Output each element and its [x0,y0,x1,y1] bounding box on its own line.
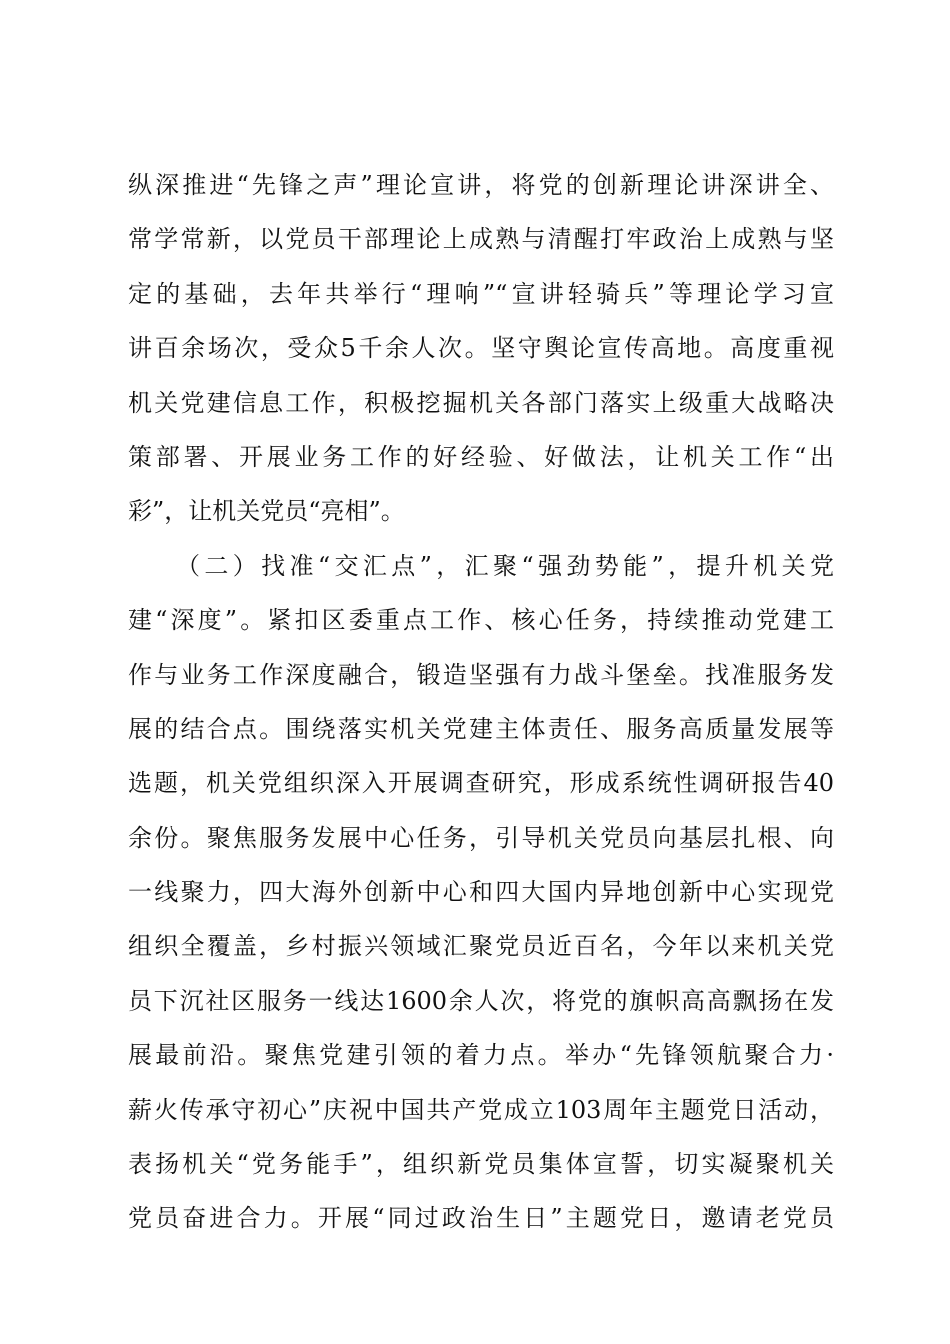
text-line: 余份。聚焦服务发展中心任务，引导机关党员向基层扎根、向 [128,823,834,852]
text-line: 纵深推进“先锋之声”理论宣讲，将党的创新理论讲深讲全、 [128,171,834,199]
text-line: 选题，机关党组织深入开展调查研究，形成系统性调研报告40 [128,769,834,798]
text-line: 作与业务工作深度融合，锻造坚强有力战斗堡垒。找准服务发 [128,660,834,689]
text-line: 定的基础，去年共举行“理响”“宣讲轻骑兵”等理论学习宣 [128,279,834,308]
text-line: 彩”，让机关党员“亮相”。 [128,497,405,526]
text-line: 展最前沿。聚焦党建引领的着力点。举办“先锋领航聚合力· [128,1041,834,1070]
text-line: 表扬机关“党务能手”，组织新党员集体宣誓，切实凝聚机关 [128,1150,834,1179]
text-line: 党员奋进合力。开展“同过政治生日”主题党日，邀请老党员 [128,1204,834,1233]
text-line: 展的结合点。围绕落实机关党建主体责任、服务高质量发展等 [128,714,834,743]
section-heading-line: （二）找准“交汇点”，汇聚“强劲势能”，提升机关党 [176,551,834,580]
text-line: 策部署、开展业务工作的好经验、好做法，让机关工作“出 [128,442,834,471]
text-line: 常学常新，以党员干部理论上成熟与清醒打牢政治上成熟与坚 [128,225,834,254]
text-line: 员下沉社区服务一线达1600余人次，将党的旗帜高高飘扬在发 [128,986,834,1015]
body-text [128,158,834,1246]
text-line: 机关党建信息工作，积极挖掘机关各部门落实上级重大战略决 [128,388,834,417]
text-line: 薪火传承守初心”庆祝中国共产党成立103周年主题党日活动， [128,1095,834,1124]
text-line: 讲百余场次，受众5千余人次。坚守舆论宣传高地。高度重视 [128,334,834,363]
text-line: 一线聚力，四大海外创新中心和四大国内异地创新中心实现党 [128,878,834,907]
text-line: 组织全覆盖，乡村振兴领域汇聚党员近百名，今年以来机关党 [128,932,834,961]
text-line: 建“深度”。紧扣区委重点工作、核心任务，持续推动党建工 [128,606,834,635]
